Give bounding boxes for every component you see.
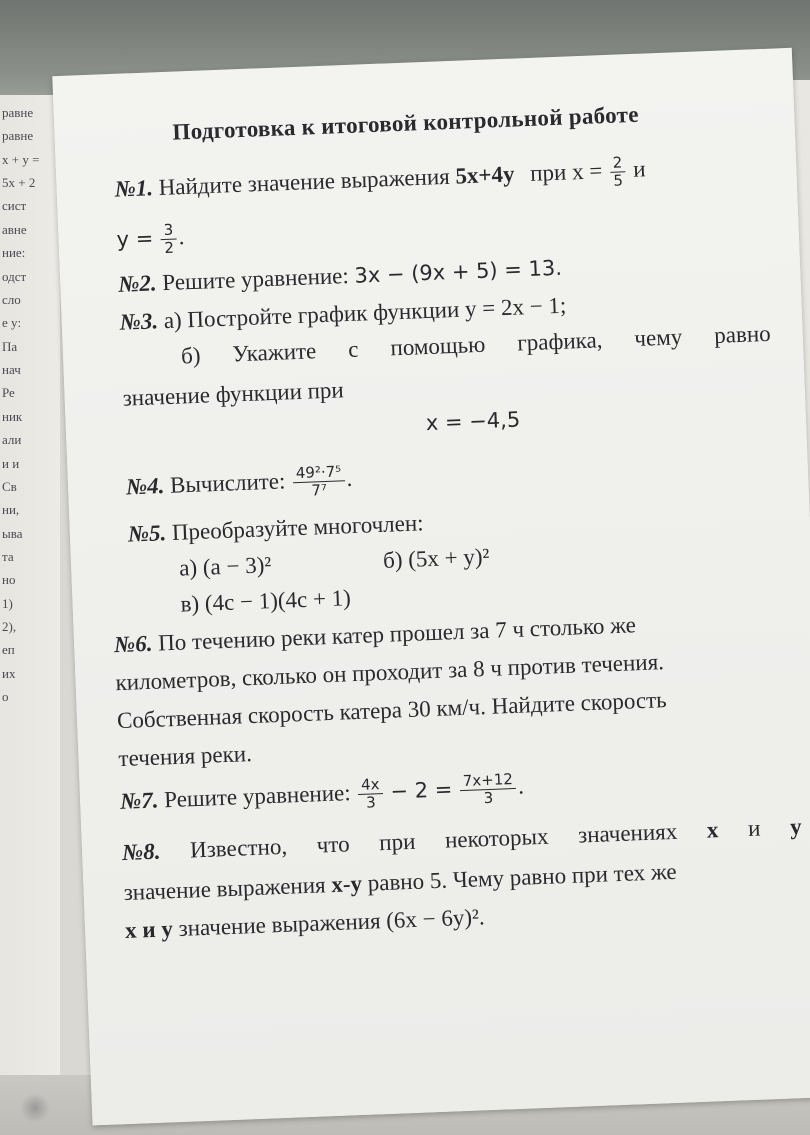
task-1-number: №1.	[114, 175, 154, 202]
underlying-text-fragment: еп	[2, 642, 15, 658]
task-1-y-fraction: $\frac{3}{2}$	[160, 222, 177, 258]
underlying-text-fragment: Па	[2, 338, 18, 354]
task-3-x-value: x = −4,5	[425, 407, 521, 436]
task-8-number: №8.	[121, 838, 161, 866]
task-6-line-4: течения реки.	[118, 741, 253, 772]
task-1-expression: 5x+4y	[454, 161, 515, 189]
underlying-text-fragment: их	[2, 665, 16, 681]
underlying-text-fragment: о	[2, 689, 9, 705]
task-1-at: при x =	[529, 157, 603, 186]
task-2-equation: 3x − (9x + 5) = 13.	[354, 255, 563, 288]
underlying-text-fragment: Ре	[2, 385, 15, 401]
underlying-text-fragment: но	[2, 572, 16, 588]
task-5-b: б) (5x + y)²	[382, 543, 490, 573]
task-7: №7. Решите уравнение: $\frac{4x}{3}$ − 2 = $\frac{7x+12}{3}$ .	[119, 770, 525, 814]
underlying-text-fragment: равне	[2, 128, 34, 144]
task-1-text: Найдите значение выражения	[158, 163, 451, 200]
task-7-number: №7.	[119, 787, 159, 814]
task-3-number: №3.	[119, 308, 159, 335]
task-5-text: Преобразуйте многочлен:	[171, 510, 424, 545]
underlying-text-fragment: 1)	[2, 595, 13, 611]
underlying-text-fragment: е y:	[2, 315, 22, 331]
task-6-number: №6.	[113, 630, 153, 658]
task-8-line-3: x и y значение выражения (6x − 6y)².	[124, 904, 486, 944]
task-6-line-1: №6. По течению реки катер прошел за 7 ч столько же	[113, 612, 637, 658]
task-4-text: Вычислите:	[169, 468, 286, 498]
underlying-text-fragment: нач	[2, 362, 21, 378]
underlying-text-fragment: сист	[2, 198, 27, 214]
underlying-text-fragment: сло	[2, 291, 21, 307]
task-7-text: Решите уравнение:	[163, 780, 352, 813]
underlying-text-fragment: x + y =	[2, 151, 40, 167]
underlying-text-fragment: одст	[2, 268, 27, 284]
underlying-page-left	[0, 95, 60, 1135]
task-3-part-b: б) Укажите с помощью графика, чему равно	[180, 320, 772, 369]
task-4-number: №4.	[125, 472, 165, 500]
worksheet	[52, 48, 810, 1126]
underlying-text-fragment: ни,	[2, 502, 20, 518]
task-8-line-2: значение выражения x-y равно 5. Чему равно при тех же	[123, 858, 678, 906]
task-5	[127, 508, 424, 549]
task-3-part-b-cont: значение функции при	[122, 377, 345, 411]
underlying-text-fragment: равне	[2, 105, 34, 120]
task-5-a: а) (a − 3)²	[178, 552, 272, 581]
underlying-text-fragment: ние:	[2, 245, 26, 261]
underlying-text-fragment: 5x + 2	[2, 175, 36, 191]
task-2-number: №2.	[117, 270, 158, 297]
task-1	[114, 154, 646, 209]
worksheet-title: Подготовка к итоговой контрольной работе	[172, 101, 640, 145]
photo-shadow	[20, 1093, 50, 1123]
task-1-and: и	[632, 156, 647, 182]
underlying-text-fragment: та	[2, 549, 14, 564]
task-5-c: в) (4c − 1)(4c + 1)	[180, 585, 352, 617]
task-5-number: №5.	[127, 520, 167, 547]
task-1-x-fraction: $\frac{2}{5}$	[609, 154, 626, 190]
task-7-left-fraction: $\frac{4x}{3}$	[358, 776, 384, 812]
task-6-line-3: Собственная скорость катера 30 км/ч. Найдите скорость	[116, 687, 668, 734]
task-7-right-fraction: $\frac{7x+12}{3}$	[459, 771, 516, 808]
task-3-part-a: а) Постройте график функции y = 2x − 1;	[163, 292, 567, 334]
task-6-line-2: километров, сколько он проходит за 8 ч против течения.	[115, 649, 665, 696]
underlying-text-fragment: али	[2, 432, 22, 448]
task-8-line-1: №8. Известно, что при некоторых значениях x и y	[121, 814, 803, 866]
underlying-text-fragment: 2),	[2, 619, 17, 635]
task-4: №4. Вычислите: $\frac{\text{49²·7⁵}}{\text{7⁷}}$ .	[125, 462, 353, 500]
task-1-y-line: y = $\frac{3}{2}$ .	[116, 220, 185, 258]
underlying-text-fragment: Св	[2, 478, 17, 494]
task-2-text: Решите уравнение:	[161, 262, 350, 296]
underlying-text-fragment: ыва	[2, 525, 23, 541]
task-4-fraction: $\frac{\text{49²·7⁵}}{\text{7⁷}}$	[293, 463, 346, 500]
underlying-text-fragment: авне	[2, 221, 27, 237]
underlying-text-fragment: ник	[2, 408, 23, 424]
underlying-text-fragment: и и	[2, 455, 20, 471]
